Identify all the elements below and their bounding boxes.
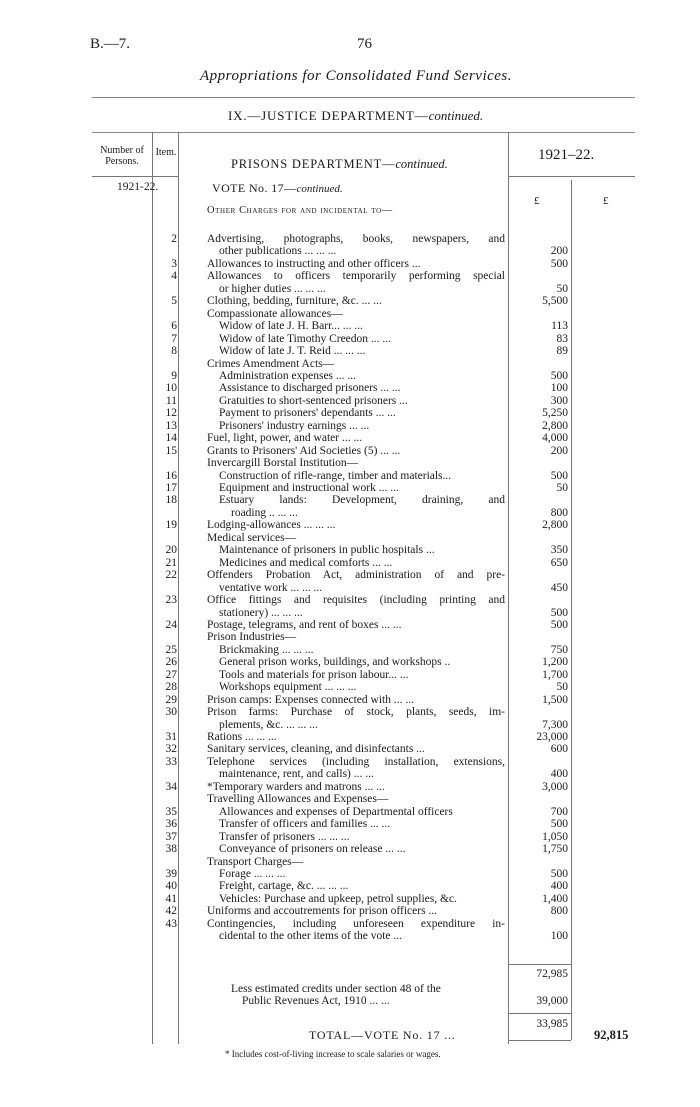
item-description: General prison works, buildings, and workshops ..	[219, 656, 451, 669]
item-amount: 500	[550, 867, 568, 880]
item-number: 32	[165, 743, 177, 756]
item-number: 15	[165, 444, 177, 457]
item-number: 20	[165, 544, 177, 557]
table-row	[0, 457, 700, 469]
item-description: Telephone services (including installation, extensions,	[207, 755, 505, 768]
item-amount: 500	[550, 257, 568, 270]
table-row	[0, 619, 700, 631]
table-row	[0, 507, 700, 519]
table-row	[0, 233, 700, 245]
item-description: Postage, telegrams, and rent of boxes ... ...	[207, 618, 402, 631]
item-amount: 450	[550, 581, 568, 594]
table-row	[0, 370, 700, 382]
credits-amount: 39,000	[536, 995, 568, 1007]
table-row	[0, 793, 700, 805]
item-number: 13	[165, 419, 177, 432]
page-title: Appropriations for Consolidated Fund Services.	[200, 68, 513, 84]
item-description: cidental to the other items of the vote ...	[219, 930, 402, 943]
item-number: 4	[171, 270, 177, 283]
table-row	[0, 345, 700, 357]
table-row	[0, 669, 700, 681]
table-row	[0, 656, 700, 668]
item-description: or higher duties ... ... ...	[219, 282, 326, 295]
item-amount: 4,000	[542, 432, 568, 445]
item-description: Prison farms: Purchase of stock, plants, seeds, im-	[207, 706, 505, 719]
item-description: Transport Charges—	[207, 855, 304, 868]
item-amount: 1,400	[542, 892, 568, 905]
item-number: 29	[165, 693, 177, 706]
table-row	[0, 494, 700, 506]
item-amount: 400	[550, 880, 568, 893]
department-heading	[228, 108, 483, 124]
table-row	[0, 719, 700, 731]
item-amount: 600	[550, 743, 568, 756]
item-description: Prison camps: Expenses connected with ... ...	[207, 693, 414, 706]
item-amount: 700	[550, 805, 568, 818]
item-description: Uniforms and accoutrements for prison officers ...	[207, 905, 438, 918]
item-number: 2	[171, 233, 177, 245]
item-number: 31	[165, 731, 177, 743]
vote-heading	[212, 181, 343, 196]
item-description: Assistance to discharged prisoners ... ...	[219, 382, 401, 395]
item-description: Equipment and instructional work ... ...	[219, 482, 399, 494]
table-top-rule	[92, 132, 635, 133]
item-description: Office fittings and requisites (including printing and	[207, 594, 505, 607]
item-amount: 200	[550, 444, 568, 457]
table-row	[0, 893, 700, 905]
table-row	[0, 395, 700, 407]
item-amount: 800	[550, 506, 568, 519]
item-description: Conveyance of prisoners on release ... ...	[219, 843, 406, 856]
item-amount: 3,000	[542, 780, 568, 793]
item-description: Offenders Probation Act, administration of and pre-	[207, 569, 505, 582]
table-row	[0, 482, 700, 494]
item-number: 26	[165, 656, 177, 669]
item-description: Fuel, light, power, and water ... ...	[207, 432, 363, 445]
item-amount: 50	[556, 681, 568, 694]
currency-symbol-items: £	[534, 195, 540, 207]
item-description: roading .. ... ...	[231, 506, 298, 519]
item-description: Maintenance of prisoners in public hospitals ...	[219, 544, 435, 557]
table-row	[0, 569, 700, 581]
table-row	[0, 382, 700, 394]
item-description: Lodging-allowances ... ... ...	[207, 519, 336, 532]
item-number: 42	[165, 905, 177, 918]
table-row	[0, 694, 700, 706]
item-number: 40	[165, 880, 177, 893]
item-description: Grants to Prisoners' Aid Societies (5) ... ...	[207, 444, 401, 457]
item-amount: 5,250	[542, 407, 568, 420]
item-description: stationery) ... ... ...	[219, 606, 303, 619]
item-number: 7	[171, 332, 177, 345]
table-row	[0, 258, 700, 270]
item-amount: 1,750	[542, 843, 568, 856]
table-row	[0, 644, 700, 656]
item-description: Contingencies, including unforeseen expenditure in-	[207, 917, 505, 930]
item-number: 19	[165, 519, 177, 532]
item-description: Vehicles: Purchase and upkeep, petrol supplies, &c.	[219, 892, 457, 905]
item-description: Rations ... ... ...	[207, 731, 277, 743]
item-number: 41	[165, 892, 177, 905]
item-amount: 500	[550, 469, 568, 482]
item-description: *Temporary warders and matrons ... ...	[207, 780, 385, 793]
persons-year: 1921-22.	[117, 181, 159, 193]
table-row	[0, 731, 700, 743]
item-description: Gratuities to short-sentenced prisoners ...	[219, 394, 408, 407]
table-row	[0, 594, 700, 606]
item-amount: 100	[550, 930, 568, 943]
item-number: 24	[165, 618, 177, 631]
section-heading: Other Charges for and incidental to—	[207, 205, 393, 216]
item-number: 21	[165, 556, 177, 569]
net-amount: 33,985	[536, 1018, 568, 1030]
table-row	[0, 818, 700, 830]
item-description: Forage ... ... ...	[219, 867, 286, 880]
item-description: Allowances to officers temporarily performing special	[207, 270, 505, 283]
item-amount: 1,200	[542, 656, 568, 669]
item-description: Brickmaking ... ... ...	[219, 643, 314, 656]
item-description: Administration expenses ... ...	[219, 369, 357, 382]
item-number: 36	[165, 818, 177, 831]
item-description: Compassionate allowances—	[207, 307, 343, 320]
table-row	[0, 582, 700, 594]
table-row	[0, 806, 700, 818]
table-row	[0, 706, 700, 718]
item-description: Crimes Amendment Acts—	[207, 357, 335, 370]
item-number: 30	[165, 706, 177, 719]
table-row	[0, 295, 700, 307]
item-number: 22	[165, 569, 177, 582]
header-rule-right	[508, 176, 635, 177]
item-amount: 750	[550, 643, 568, 656]
table-row	[0, 843, 700, 855]
item-description: Widow of late J. T. Reid ... ... ...	[219, 345, 366, 358]
item-number: 39	[165, 867, 177, 880]
item-amount: 113	[551, 320, 568, 333]
item-number: 10	[165, 382, 177, 395]
table-row	[0, 743, 700, 755]
item-number: 17	[165, 482, 177, 494]
table-row	[0, 544, 700, 556]
item-number: 9	[171, 369, 177, 382]
footnote: * Includes cost-of-living increase to scale salaries or wages.	[225, 1049, 441, 1059]
header-rule	[92, 97, 635, 98]
item-amount: 300	[550, 394, 568, 407]
item-amount: 1,500	[542, 693, 568, 706]
item-number: 25	[165, 643, 177, 656]
table-row	[0, 420, 700, 432]
item-number: 27	[165, 668, 177, 681]
item-amount: 23,000	[536, 731, 568, 743]
item-number: 6	[171, 320, 177, 333]
item-amount: 200	[550, 245, 568, 258]
item-amount: 50	[556, 482, 568, 494]
table-row	[0, 607, 700, 619]
table-row	[0, 681, 700, 693]
item-description: Transfer of officers and families ... ...	[219, 818, 391, 831]
item-number: 18	[165, 494, 177, 507]
table-row	[0, 532, 700, 544]
item-amount: 5,500	[542, 295, 568, 308]
table-row	[0, 856, 700, 868]
item-amount: 7,300	[542, 718, 568, 731]
item-amount: 2,800	[542, 419, 568, 432]
table-row	[0, 557, 700, 569]
item-amount: 500	[550, 369, 568, 382]
gross-total: 72,985	[536, 968, 568, 980]
table-row	[0, 831, 700, 843]
item-number: 5	[171, 295, 177, 308]
column-header-year: 1921–22.	[538, 147, 595, 163]
item-number: 28	[165, 681, 177, 694]
item-description: Transfer of prisoners ... ... ...	[219, 830, 350, 843]
item-amount: 500	[550, 606, 568, 619]
item-description: ventative work ... ... ...	[219, 581, 323, 594]
item-number: 14	[165, 432, 177, 445]
subtotal-rule-3	[508, 1040, 571, 1041]
item-number: 35	[165, 805, 177, 818]
item-amount: 100	[550, 382, 568, 395]
item-description: Clothing, bedding, furniture, &c. ... ...	[207, 295, 382, 308]
table-row	[0, 768, 700, 780]
item-description: Sanitary services, cleaning, and disinfectants ...	[207, 743, 425, 756]
table-row	[0, 270, 700, 282]
item-number: 34	[165, 780, 177, 793]
table-row	[0, 358, 700, 370]
item-amount: 400	[550, 768, 568, 781]
table-row	[0, 905, 700, 917]
item-amount: 89	[556, 345, 568, 358]
table-row	[0, 308, 700, 320]
subdepartment-continued: continued.	[395, 157, 448, 171]
credits-description-line2: Public Revenues Act, 1910 ... ...	[242, 995, 390, 1007]
table-row	[0, 930, 700, 942]
item-amount: 2,800	[542, 519, 568, 532]
item-description: other publications ... ... ...	[219, 245, 337, 258]
page-number: 76	[357, 36, 372, 52]
item-amount: 500	[550, 618, 568, 631]
credits-description-line1: Less estimated credits under section 48 of the	[231, 983, 441, 995]
item-number: 16	[165, 469, 177, 482]
item-description: Invercargill Borstal Institution—	[207, 457, 359, 470]
item-amount: 50	[556, 282, 568, 295]
subtotal-rule-2	[508, 1013, 571, 1014]
document-reference: B.—7.	[90, 36, 131, 52]
item-amount: 500	[550, 818, 568, 831]
item-description: Tools and materials for prison labour... ...	[219, 668, 409, 681]
table-row	[0, 432, 700, 444]
item-description: Widow of late Timothy Creedon ... ...	[219, 332, 392, 345]
item-number: 11	[165, 394, 177, 407]
vote-continued: continued.	[296, 183, 343, 195]
item-amount: 800	[550, 905, 568, 918]
item-amount: 350	[550, 544, 568, 557]
subdepartment-heading	[231, 157, 448, 172]
subdepartment-name: PRISONS DEPARTMENT—	[231, 157, 396, 171]
item-description: Advertising, photographs, books, newspapers, and	[207, 233, 505, 245]
table-row	[0, 283, 700, 295]
column-header-item: Item.	[155, 147, 177, 158]
total-label: TOTAL—VOTE No. 17 ...	[309, 1028, 456, 1042]
table-row	[0, 868, 700, 880]
department-name: IX.—JUSTICE DEPARTMENT—	[228, 108, 429, 123]
table-row	[0, 631, 700, 643]
item-number: 3	[171, 257, 177, 270]
item-description: Widow of late J. H. Barr... ... ...	[219, 320, 363, 333]
table-row	[0, 245, 700, 257]
item-number: 12	[165, 407, 177, 420]
item-number: 23	[165, 594, 177, 607]
item-amount: 1,050	[542, 830, 568, 843]
item-description: Allowances and expenses of Departmental officers	[219, 805, 453, 818]
table-row	[0, 320, 700, 332]
item-description: Construction of rifle-range, timber and materials...	[219, 469, 452, 482]
column-header-persons: Number of Persons.	[100, 145, 144, 167]
table-row	[0, 781, 700, 793]
item-number: 37	[165, 830, 177, 843]
table-row	[0, 470, 700, 482]
table-row	[0, 445, 700, 457]
table-row	[0, 756, 700, 768]
item-amount: 650	[550, 556, 568, 569]
subtotal-rule-1	[508, 964, 571, 965]
item-description: Freight, cartage, &c. ... ... ...	[219, 880, 349, 893]
item-number: 43	[165, 917, 177, 930]
item-description: Payment to prisoners' dependants ... ...	[219, 407, 396, 420]
item-description: Workshops equipment ... ... ...	[219, 681, 357, 694]
item-description: Estuary lands: Development, draining, and	[219, 494, 505, 507]
total-amount: 92,815	[594, 1028, 629, 1042]
table-row	[0, 519, 700, 531]
item-amount: 83	[556, 332, 568, 345]
item-description: Prison Industries—	[207, 631, 297, 644]
item-amount: 1,700	[542, 668, 568, 681]
currency-symbol-total: £	[603, 195, 609, 207]
table-row	[0, 333, 700, 345]
item-number: 8	[171, 345, 177, 358]
vote-number: VOTE No. 17—	[212, 181, 297, 195]
item-description: Travelling Allowances and Expenses—	[207, 793, 389, 806]
item-description: Allowances to instructing and other officers ...	[207, 257, 421, 270]
department-continued: continued.	[428, 108, 484, 123]
item-description: Prisoners' industry earnings ... ...	[219, 419, 370, 432]
item-description: Medical services—	[207, 531, 297, 544]
table-row	[0, 407, 700, 419]
header-rule-left	[92, 176, 178, 177]
item-number: 33	[165, 755, 177, 768]
item-description: maintenance, rent, and calls) ... ...	[219, 768, 374, 781]
item-description: Medicines and medical comforts ... ...	[219, 556, 393, 569]
table-row	[0, 918, 700, 930]
item-number: 38	[165, 843, 177, 856]
item-description: plements, &c. ... ... ...	[219, 718, 318, 731]
table-row	[0, 880, 700, 892]
